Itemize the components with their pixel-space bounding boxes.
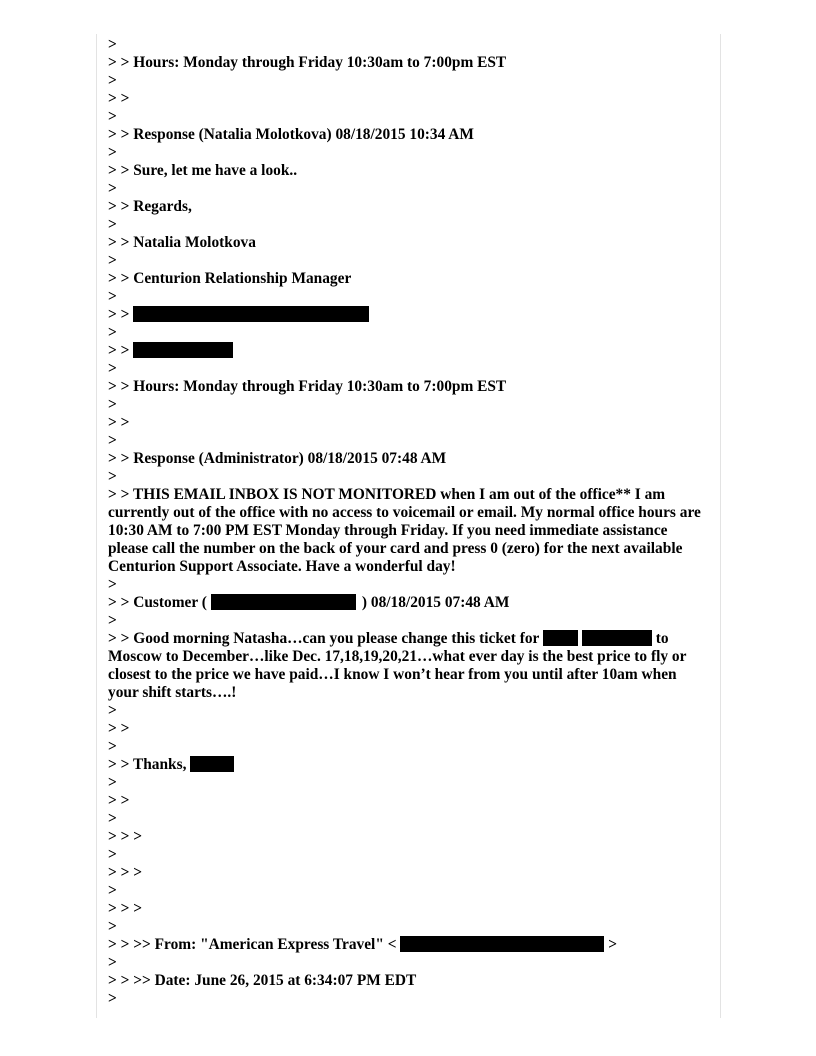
quote-line: > — [108, 288, 117, 305]
quote-line: > — [108, 144, 117, 161]
quote-line: > — [108, 360, 117, 377]
quote-line: > > > — [108, 864, 143, 881]
customer-label: > > Customer ( — [108, 594, 207, 611]
date-header: > > >> Date: June 26, 2015 at 6:34:07 PM EDT — [108, 972, 417, 989]
thanks-text: > > Thanks, — [108, 756, 187, 773]
quote-line: > — [108, 252, 117, 269]
quote-line: > — [108, 954, 117, 971]
from-close: > — [608, 936, 617, 953]
quote-line: > — [108, 396, 117, 413]
quote-line: > — [108, 774, 117, 791]
redaction-block — [190, 756, 234, 772]
quote-line: > — [108, 468, 117, 485]
redaction-block — [133, 342, 233, 358]
redaction-block — [582, 630, 652, 646]
quote-line: > > — [108, 414, 130, 431]
quote-line: > — [108, 324, 117, 341]
quote-line: > — [108, 882, 117, 899]
signature-regards: > > Regards, — [108, 198, 192, 215]
quote-marker: > > — [108, 306, 130, 323]
quote-line: > > — [108, 90, 130, 107]
redaction-block — [211, 594, 356, 610]
quote-line: > — [108, 918, 117, 935]
signature-phone-line — [108, 342, 708, 360]
thanks-line — [108, 756, 708, 774]
redaction-block — [133, 306, 369, 322]
quote-line: > > > — [108, 900, 143, 917]
quote-line: > — [108, 612, 117, 629]
quote-line: > — [108, 180, 117, 197]
quote-line: > — [108, 990, 117, 1007]
hours-line: > > Hours: Monday through Friday 10:30am to 7:00pm EST — [108, 378, 507, 395]
quote-line: > — [108, 36, 117, 53]
quote-line: > > — [108, 720, 130, 737]
quote-line: > — [108, 846, 117, 863]
redaction-block — [400, 936, 604, 952]
customer-message-start: > > Good morning Natasha…can you please change this ticket for — [108, 630, 540, 647]
response-header: > > Response (Administrator) 08/18/2015 07:48 AM — [108, 450, 447, 467]
quote-line: > — [108, 72, 117, 89]
quote-line: > — [108, 216, 117, 233]
customer-timestamp: ) 08/18/2015 07:48 AM — [361, 594, 510, 611]
message-line: > > Sure, let me have a look.. — [108, 162, 298, 179]
signature-contact-line — [108, 306, 708, 324]
customer-header — [108, 594, 708, 612]
customer-message — [108, 630, 708, 702]
hours-line: > > Hours: Monday through Friday 10:30am to 7:00pm EST — [108, 54, 507, 71]
quote-line: > — [108, 432, 117, 449]
quote-line: > — [108, 576, 117, 593]
quote-line: > > > — [108, 828, 143, 845]
signature-title: > > Centurion Relationship Manager — [108, 270, 352, 287]
quote-marker: > > — [108, 342, 130, 359]
auto-reply-message: > > THIS EMAIL INBOX IS NOT MONITORED when I am out of the office** I am currently out of the office with no access to voicemail or email. My normal office hours are 10:30 AM to 7:00 PM EST Monday through Friday. If you need immediate assistance please call the number on the back of your card and press 0 (zero) for the next available Centurion Support Associate. Have a wonderful day! — [108, 486, 701, 575]
quote-line: > — [108, 702, 117, 719]
redaction-block — [543, 630, 578, 646]
email-body — [108, 36, 708, 1008]
quote-line: > — [108, 738, 117, 755]
quote-line: > — [108, 810, 117, 827]
from-label: > > >> From: "American Express Travel" < — [108, 936, 397, 953]
quote-line: > — [108, 108, 117, 125]
response-header: > > Response (Natalia Molotkova) 08/18/2015 10:34 AM — [108, 126, 474, 143]
quote-line: > > — [108, 792, 130, 809]
customer-message-rest: to Moscow to December…like Dec. 17,18,19,20,21…what ever day is the best price to fly or closest to the price we have paid…I know I won’t hear from you until after 10am when your shift starts….! — [108, 630, 687, 701]
from-header — [108, 936, 708, 954]
signature-name: > > Natalia Molotkova — [108, 234, 256, 251]
